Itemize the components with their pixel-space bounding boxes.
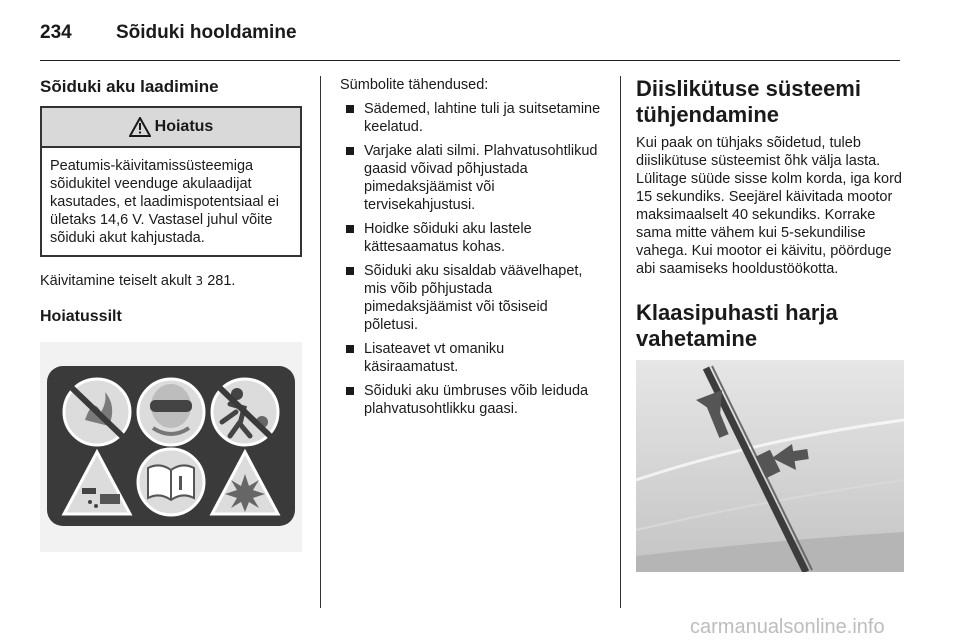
warning-box <box>40 106 302 257</box>
list-item: Lisateavet vt omaniku käsiraamatust. <box>340 340 602 376</box>
list-item: Varjake alati silmi. Plahvatusohtlikud gaasid võivad põhjustada pimedaksjäämist või tervisekahjustusi. <box>340 142 602 214</box>
warning-text: Peatumis-käivitamissüsteemiga sõidukitel veenduge akulaadijat kasutades, et laadimispotentsiaal ei ületaks 14,6 V. Vastasel juhul võite sõiduki akut kahjustada. <box>50 158 279 246</box>
warning-header <box>42 108 300 148</box>
crossref-arrow-icon: 3 <box>195 274 204 288</box>
column-divider <box>620 76 621 608</box>
column-2 <box>340 76 602 424</box>
read-manual-icon <box>138 449 204 515</box>
crossref-text: Käivitamine teiselt akult <box>40 273 192 289</box>
subsection-title-warning-label: Hoiatussilt <box>40 308 122 325</box>
keep-children-away-icon <box>212 379 278 445</box>
watermark: carmanualsonline.info <box>690 616 885 638</box>
no-fire-icon <box>64 379 130 445</box>
running-title: Sõiduki hooldamine <box>116 22 297 43</box>
battery-warning-label-image <box>40 342 302 552</box>
section-title-wiper-replacement: Klaasipuhasti harja vahetamine <box>636 300 838 351</box>
column-3 <box>636 76 904 572</box>
crossref-page[interactable]: 281. <box>207 273 236 289</box>
crossref-paragraph <box>40 272 302 290</box>
page-number: 234 <box>40 22 72 43</box>
diesel-bleeding-text: Kui paak on tühjaks sõidetud, tuleb diislikütuse süsteemist õhk välja lasta. Lülitage süüde sisse kolm korda, iga kord 15 sekundiks. Seejärel käivitada mootor maksimaalselt 40 sekundiks. Korrake sama mitte vähem kui 5-sekundilise vahega. Kui mootor ei käivitu, pöörduge abi saamiseks hooldustöökotta. <box>636 135 902 277</box>
symbol-legend-list <box>340 100 602 418</box>
wiper-blade-image <box>636 360 904 572</box>
section-title-diesel-bleeding: Diislikütuse süsteemi tühjendamine <box>636 76 861 127</box>
warning-title: Hoiatus <box>154 118 214 135</box>
eye-protection-icon <box>138 379 204 445</box>
list-item: Sõiduki aku ümbruses võib leiduda plahvatusohtlikku gaasi. <box>340 382 602 418</box>
column-divider <box>320 76 321 608</box>
page-header <box>40 18 900 61</box>
warning-triangle-icon <box>129 117 151 137</box>
column-1 <box>40 76 302 552</box>
section-title-battery-charging: Sõiduki aku laadimine <box>40 77 219 96</box>
list-item: Sõiduki aku sisaldab väävelhapet, mis võib põhjustada pimedaksjäämist või tõsiseid põletusi. <box>340 262 602 334</box>
list-item: Hoidke sõiduki aku lastele kättesaamatus kohas. <box>340 220 602 256</box>
list-item: Sädemed, lahtine tuli ja suitsetamine keelatud. <box>340 100 602 136</box>
symbol-legend-intro: Sümbolite tähendused: <box>340 77 489 93</box>
